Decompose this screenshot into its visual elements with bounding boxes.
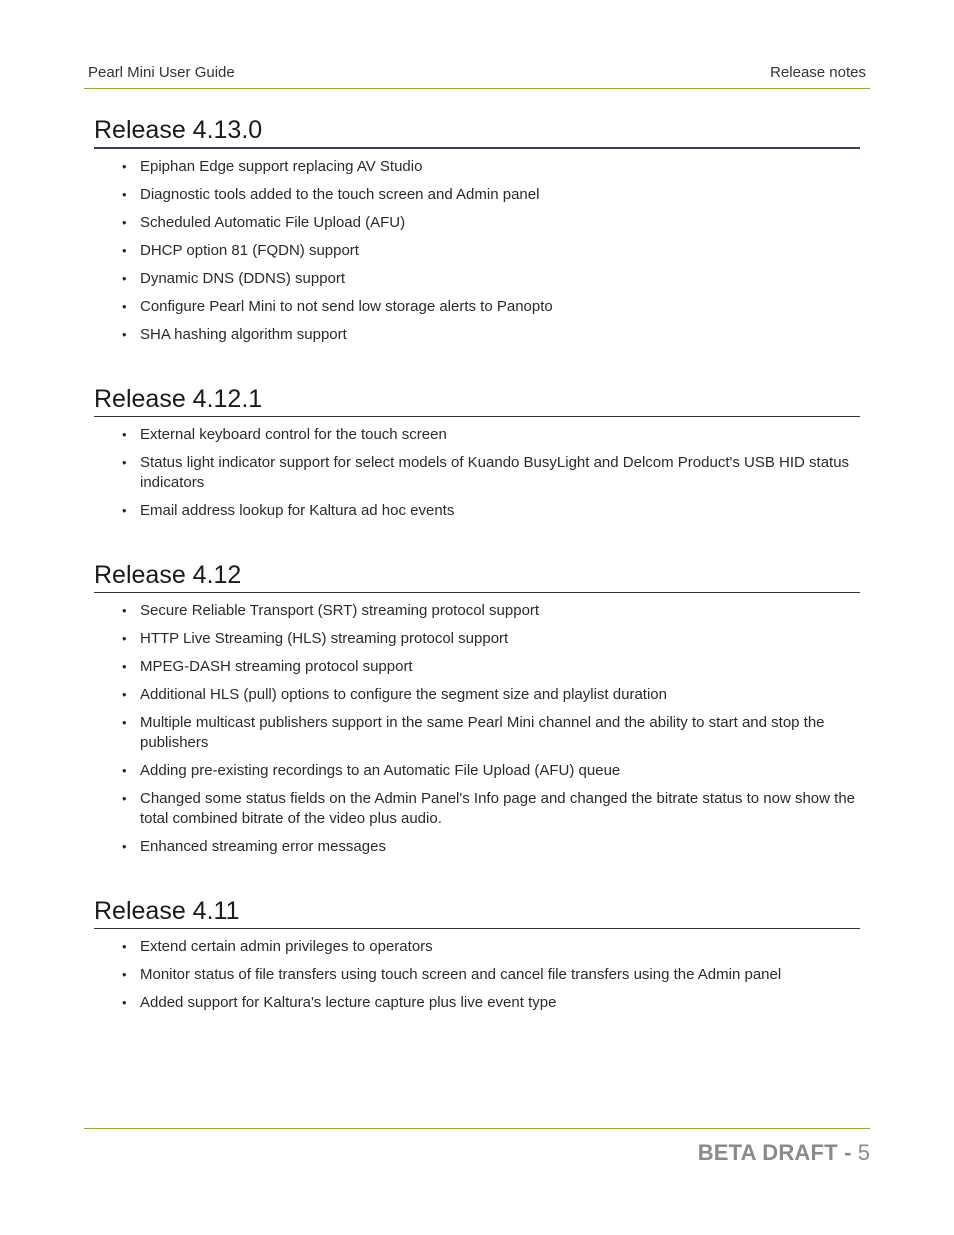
list-item: • Adding pre-existing recordings to an Automatic File Upload (AFU) queue (122, 762, 621, 779)
list-item: • SHA hashing algorithm support (122, 326, 347, 343)
draft-label: BETA DRAFT - (697, 1140, 852, 1165)
bullet-icon: • (122, 791, 127, 806)
feature-list (94, 149, 860, 345)
bullet-icon: • (122, 503, 127, 518)
section-release-4-11 (94, 895, 860, 1013)
bullet-icon: • (122, 939, 127, 954)
feature-list (94, 593, 860, 857)
section-heading: Release 4.12 (94, 559, 860, 593)
bullet-icon: • (122, 215, 127, 230)
page-number: 5 (857, 1140, 870, 1165)
list-item: • Added support for Kaltura's lecture capture plus live event type (122, 994, 557, 1011)
bullet-icon: • (122, 455, 127, 470)
list-item: • Additional HLS (pull) options to configure the segment size and playlist duration (122, 686, 667, 703)
list-item: • Status light indicator support for select models of Kuando BusyLight and Delcom Product's USB HID status indicators (122, 454, 850, 491)
list-item: • Extend certain admin privileges to operators (122, 938, 433, 955)
section-heading: Release 4.12.1 (94, 383, 860, 417)
feature-list (94, 929, 860, 1013)
list-item: • DHCP option 81 (FQDN) support (122, 242, 359, 259)
bullet-icon: • (122, 659, 127, 674)
bullet-icon: • (122, 159, 127, 174)
bullet-icon: • (122, 271, 127, 286)
feature-list (94, 417, 860, 521)
list-item: • HTTP Live Streaming (HLS) streaming protocol support (122, 630, 509, 647)
list-item: • Changed some status fields on the Admin Panel's Info page and changed the bitrate status to now show the total combined bitrate of the video plus audio. (122, 790, 855, 827)
bullet-icon: • (122, 427, 127, 442)
bullet-icon: • (122, 995, 127, 1010)
bullet-icon: • (122, 967, 127, 982)
list-item: • Configure Pearl Mini to not send low storage alerts to Panopto (122, 298, 553, 315)
page-header (84, 63, 870, 89)
bullet-icon: • (122, 839, 127, 854)
list-item: • Email address lookup for Kaltura ad hoc events (122, 502, 455, 519)
bullet-icon: • (122, 603, 127, 618)
list-item: • Enhanced streaming error messages (122, 838, 386, 855)
list-item: • MPEG-DASH streaming protocol support (122, 658, 413, 675)
list-item: • Dynamic DNS (DDNS) support (122, 270, 346, 287)
page-footer (698, 1140, 870, 1166)
bullet-icon: • (122, 631, 127, 646)
page-content (94, 114, 860, 1021)
section-release-4-12 (94, 559, 860, 857)
bullet-icon: • (122, 327, 127, 342)
bullet-icon: • (122, 687, 127, 702)
list-item: • Epiphan Edge support replacing AV Studio (122, 158, 423, 175)
list-item: • External keyboard control for the touch screen (122, 426, 447, 443)
list-item: • Diagnostic tools added to the touch screen and Admin panel (122, 186, 540, 203)
list-item: • Multiple multicast publishers support in the same Pearl Mini channel and the ability to start and stop the publishers (122, 714, 825, 751)
footer-divider (84, 1128, 870, 1129)
list-item: • Secure Reliable Transport (SRT) streaming protocol support (122, 602, 540, 619)
section-release-4-12-1 (94, 383, 860, 521)
bullet-icon: • (122, 187, 127, 202)
list-item: • Scheduled Automatic File Upload (AFU) (122, 214, 406, 231)
section-heading: Release 4.13.0 (94, 114, 860, 149)
bullet-icon: • (122, 299, 127, 314)
bullet-icon: • (122, 715, 127, 730)
chapter-title: Release notes (770, 64, 866, 81)
bullet-icon: • (122, 243, 127, 258)
document-title: Pearl Mini User Guide (88, 64, 235, 81)
section-heading: Release 4.11 (94, 895, 860, 929)
list-item: • Monitor status of file transfers using touch screen and cancel file transfers using the Admin panel (122, 966, 782, 983)
bullet-icon: • (122, 763, 127, 778)
section-release-4-13-0 (94, 114, 860, 345)
